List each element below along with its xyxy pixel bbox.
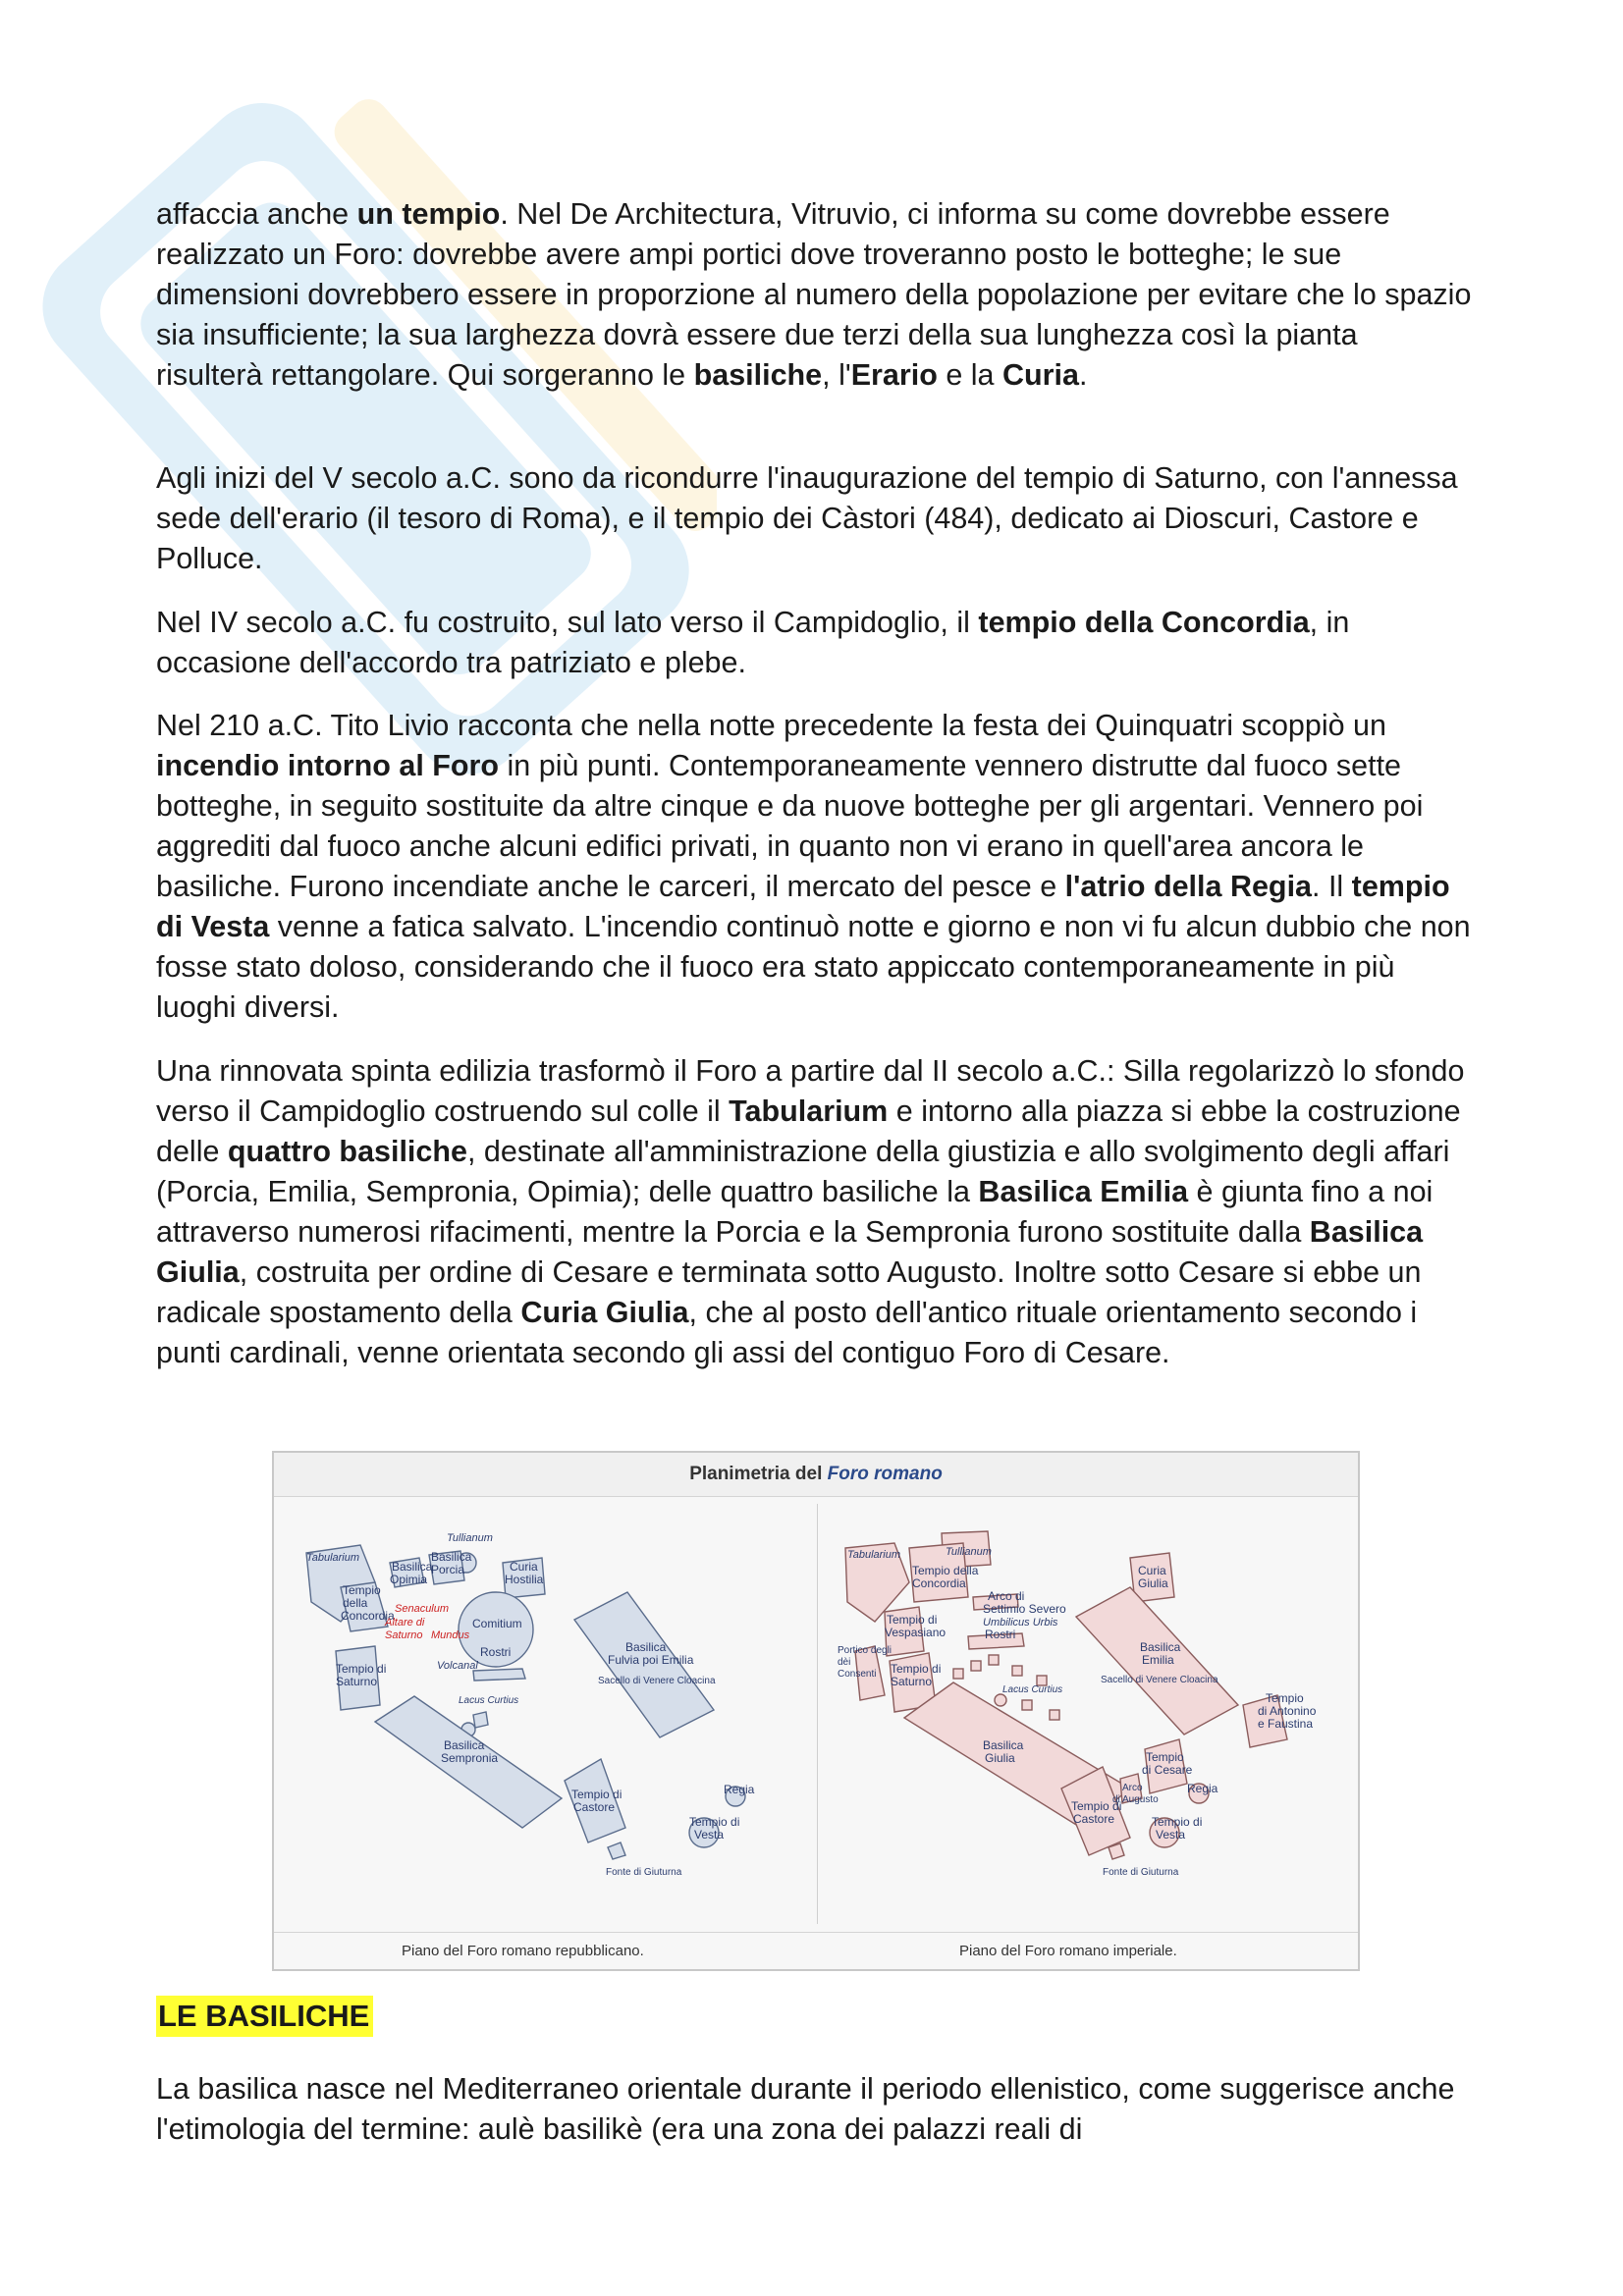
label-curia-1: Curia [1138,1564,1166,1577]
foro-plan-figure [272,1451,1360,1971]
label-rostri: Rostri [985,1628,1016,1641]
label-cloacina: Sacello di Venere Cloacina [1101,1675,1218,1685]
label-regia: Regia [1187,1782,1218,1795]
text-run: . Nel De Architectura, Vitruvio, ci informa su come dovrebbe essere realizzato un Foro: dovrebbe avere ampi portici dove troveranno posto le botteghe; le sue dimensioni dovrebbero essere in proporzione al numero della popolazione per evitare che lo spazio sia insufficiente; la sua larghezza dovrà essere due terzi della sua lunghezza così la pianta risulterà rettangolare. Qui sorgeranno le [156,197,1472,392]
label-emilia-2: Fulvia poi Emilia [608,1653,694,1667]
figure-title-text: Planimetria del [689,1464,828,1484]
bold-term: basiliche [693,358,823,392]
section-heading: LE BASILICHE [156,1996,373,2037]
label-curia: Curia [510,1560,538,1574]
label-portico-2: dèi [838,1657,851,1668]
label-castore-2: Castore [573,1800,616,1814]
label-emilia-1: Basilica [625,1640,667,1654]
text-run: , costruita per ordine di Cesare e terminata sotto Augusto. Inoltre sotto Cesare si ebbe un radicale spostamento della [156,1255,1422,1329]
label-opimia: Opimia [390,1573,428,1586]
label-antonino-1: Tempio [1266,1691,1304,1705]
label-giuturna: Fonte di Giuturna [1103,1867,1179,1878]
label-antonino-3: e Faustina [1258,1717,1314,1731]
text-run: . [1078,358,1088,392]
text-run: è giunta fino a noi attraverso numerosi rifacimenti, mentre la Porcia e la Sempronia furono sostituite dalla [156,1175,1434,1249]
label-antonino-2: di Antonino [1258,1704,1317,1718]
label-vesta-1: Tempio di [689,1815,740,1829]
label-tullianum: Tullianum [946,1546,992,1558]
caption-republican: Piano del Foro romano repubblicano. [402,1943,644,1959]
label-altare: Altare di [385,1617,425,1629]
bold-term: Basilica Giulia [156,1215,1424,1289]
shape-rostri [473,1669,525,1681]
label-cloacina: Sacello di Venere Cloacina [598,1676,716,1686]
text-run: venne a fatica salvato. L'incendio continuò notte e giorno e non vi fu alcun dubbio che non fosse stato doloso, considerando che il fuoco era stato appiccato contemporaneamente in più luoghi diversi. [156,910,1471,1024]
shape-col-2 [971,1661,981,1671]
label-tabularium: Tabularium [847,1549,901,1561]
figure-title-link[interactable]: Foro romano [827,1464,943,1484]
paragraph-tempio-concordia [156,603,1472,683]
paragraph-basilica-origine: La basilica nasce nel Mediterraneo orientale durante il periodo ellenistico, come suggerisce anche l'etimologia del termine: aulè basilikè (era una zona dei palazzi reali di [156,2072,1455,2146]
shape-col-3 [989,1655,999,1665]
bold-term: tempio della Concordia [978,606,1310,639]
bold-term: Erario [850,358,938,392]
paragraph-incendio [156,706,1472,1028]
label-senaculum: Senaculum [395,1603,450,1615]
label-concordia-3: Concordia [341,1609,395,1623]
label-giuturna: Fonte di Giuturna [606,1867,682,1878]
text-run: in più punti. Contemporaneamente vennero distrutte dal fuoco sette botteghe, in seguito sostituite da altre cinque e da nuove botteghe per gli argentari. Vennero poi aggrediti dal fuoco anche alcuni edifici privati, in quanto non vi erano in quell'area ancora le basiliche. Furono incendiate anche le carceri, il mercato del pesce e [156,749,1424,903]
caption-imperial: Piano del Foro romano imperiale. [959,1943,1177,1959]
bold-term: Tabularium [729,1095,889,1128]
label-concordia-1: Tempio [343,1583,381,1597]
text-run: e la [937,358,1002,392]
bold-term: incendio intorno al Foro [156,749,500,782]
label-emilia-2: Emilia [1142,1653,1174,1667]
paragraph-foro-vitruvio [156,194,1472,396]
figure-title [274,1453,1358,1497]
shape-fonte [608,1842,625,1859]
label-mundus: Mundus [431,1629,470,1641]
label-cesare-2: di Cesare [1142,1763,1193,1777]
label-tabularium: Tabularium [306,1552,360,1564]
label-arco-2: Settimio Severo [983,1602,1066,1616]
label-hostilia: Hostilia [505,1573,544,1586]
label-vesta-2: Vesta [1156,1828,1186,1842]
label-lacus: Lacus Curtius [459,1695,519,1706]
label-concordia-2: Concordia [912,1576,966,1590]
label-castore-2: Castore [1073,1812,1115,1826]
shape-col-7 [1050,1710,1059,1720]
bold-term: Basilica Emilia [978,1175,1189,1208]
label-curia-2: Giulia [1138,1576,1168,1590]
label-portico-1: Portico degli [838,1645,893,1656]
label-augusto-2: di Augusto [1112,1794,1159,1805]
label-vesta-2: Vesta [694,1828,725,1842]
map-divider [817,1504,818,1924]
label-comitium: Comitium [472,1617,522,1630]
label-arco-1: Arco di [988,1589,1025,1603]
bold-term: Curia Giulia [520,1296,689,1329]
label-rostri: Rostri [480,1645,512,1659]
label-cesare-1: Tempio [1146,1750,1184,1764]
paragraph-tempio-saturno: Agli inizi del V secolo a.C. sono da ricondurre l'inaugurazione del tempio di Saturno, con l'annessa sede dell'erario (il tesoro di Roma), e il tempio dei Càstori (484), dedicato ai Dioscuri, Castore e Polluce. [156,461,1458,575]
label-saturno-1: Tempio di [891,1662,942,1676]
text-run: , in occasione dell'accordo tra patriziato e plebe. [156,606,1350,679]
shape-small-1 [473,1712,488,1728]
text-run: Una rinnovata spinta edilizia trasformò il Foro a partire dal II secolo a.C.: Silla regolarizzò lo sfondo verso il Campidoglio costruendo sul colle il [156,1054,1465,1128]
label-basilica-opimia: Basilica [392,1560,433,1574]
text-run: , che al posto dell'antico rituale orientamento secondo i punti cardinali, venne orientata secondo gli assi del contiguo Foro di Cesare. [156,1296,1418,1369]
bold-term: Curia [1001,358,1079,392]
label-saturno-1: Tempio di [336,1662,387,1676]
label-concordia-2: della [343,1596,368,1610]
label-volcanal: Volcanal [437,1660,478,1672]
label-porcia: Porcia [431,1563,465,1576]
label-regia: Regia [724,1783,755,1796]
label-tullianum: Tullianum [447,1532,493,1544]
text-run: . Il [1312,870,1352,903]
text-run: , l' [822,358,851,392]
text-run: e intorno alla piazza si ebbe la costruzione delle [156,1095,1461,1168]
shape-col-1 [953,1669,963,1679]
map-republican [282,1504,812,1926]
text-run: Nel 210 a.C. Tito Livio racconta che nella notte precedente la festa dei Quinquatri scoppiò un [156,709,1386,742]
bold-term: tempio di Vesta [156,870,1450,943]
label-sempronia-1: Basilica [444,1738,485,1752]
label-castore-1: Tempio di [571,1788,622,1801]
shape-lacus [995,1694,1006,1706]
text-run: affaccia anche [156,197,357,231]
label-concordia-1: Tempio della [912,1564,979,1577]
text-run: Nel IV secolo a.C. fu costruito, sul lato verso il Campidoglio, il [156,606,979,639]
caption-divider [274,1932,1358,1933]
bold-term: quattro basiliche [227,1135,467,1168]
map-imperial [826,1504,1356,1926]
label-giulia-2: Giulia [985,1751,1015,1765]
shape-col-6 [1022,1700,1032,1710]
label-basilica-porcia: Basilica [431,1550,472,1564]
label-vespasiano-1: Tempio di [887,1613,938,1627]
label-altare-saturno: Saturno [385,1629,423,1641]
label-saturno-2: Saturno [336,1675,378,1688]
bold-term: l'atrio della Regia [1064,870,1312,903]
label-vesta-1: Tempio di [1152,1815,1203,1829]
label-portico-3: Consenti [838,1669,877,1680]
watermark-logo [29,59,717,805]
label-umbilicus: Umbilicus Urbis [983,1617,1058,1629]
label-emilia-1: Basilica [1140,1640,1181,1654]
label-castore-1: Tempio di [1071,1799,1122,1813]
bold-term: un tempio [356,197,501,231]
paragraph-basiliche-silla [156,1051,1472,1373]
label-sempronia-2: Sempronia [441,1751,499,1765]
label-vespasiano-2: Vespasiano [885,1626,947,1639]
label-giulia-1: Basilica [983,1738,1024,1752]
text-run: , destinate all'amministrazione della giustizia e allo svolgimento degli affari (Porcia, Emilia, Sempronia, Opimia); delle quattro basiliche la [156,1135,1450,1208]
label-saturno-2: Saturno [891,1675,933,1688]
shape-col-4 [1012,1666,1022,1676]
label-augusto-1: Arco [1122,1783,1143,1793]
label-lacus: Lacus Curtius [1002,1684,1063,1695]
